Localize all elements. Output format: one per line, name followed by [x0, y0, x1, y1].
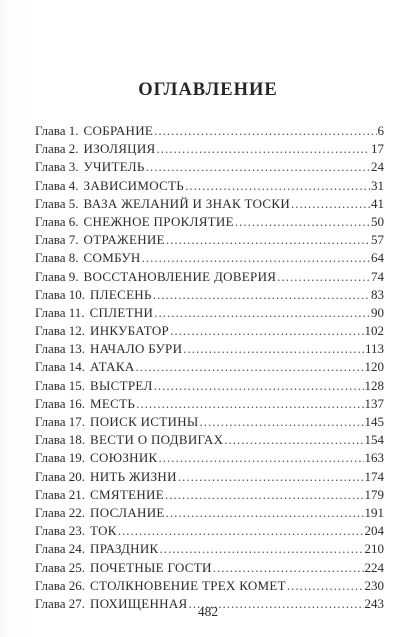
chapter-title: ПОСЛАНИЕ — [90, 504, 165, 520]
chapter-page-number: 179 — [364, 486, 384, 502]
chapter-title: ВАЗА ЖЕЛАНИЙ И ЗНАК ТОСКИ — [83, 195, 291, 211]
chapter-page-number: 90 — [371, 304, 384, 320]
chapter-page-number: 6 — [377, 123, 384, 138]
dot-leader — [154, 304, 370, 322]
dot-leader — [287, 577, 364, 595]
chapter-number: Глава 15. — [35, 377, 86, 393]
dot-leader — [277, 268, 370, 286]
chapter-title: ПОИСК ИСТИНЫ — [90, 414, 199, 429]
chapter-number: Глава 4. — [35, 177, 79, 193]
chapter-number: Глава 5. — [35, 195, 79, 211]
chapter-page-number: 137 — [364, 395, 384, 411]
dot-leader — [146, 158, 370, 176]
toc-entry — [35, 577, 384, 595]
toc-entry — [35, 486, 384, 504]
chapter-page-number: 224 — [364, 559, 384, 575]
chapter-page-number: 145 — [364, 414, 384, 429]
chapter-page-number: 120 — [364, 359, 384, 375]
toc-entry — [35, 340, 384, 358]
chapter-page-number: 31 — [371, 177, 384, 193]
chapter-number: Глава 3. — [35, 159, 79, 175]
chapter-page-number: 204 — [364, 523, 384, 539]
chapter-title: ЗАВИСИМОСТЬ — [83, 177, 185, 193]
chapter-title: МЕСТЬ — [90, 395, 136, 411]
chapter-title: ПОХИЩЕННАЯ — [90, 595, 188, 611]
chapter-number: Глава 13. — [35, 341, 86, 357]
toc-entry — [35, 413, 384, 431]
chapter-title: ВЫСТРЕЛ — [90, 377, 153, 393]
chapter-page-number: 41 — [371, 195, 384, 211]
chapter-title: АТАКА — [90, 359, 135, 375]
toc-entry — [35, 213, 384, 231]
dot-leader — [154, 122, 376, 140]
chapter-title: ОТРАЖЕНИЕ — [83, 232, 165, 248]
toc-entry — [35, 249, 384, 267]
chapter-title: СПЛЕТНИ — [89, 304, 154, 320]
toc-heading: ОГЛАВЛЕНИЕ — [138, 80, 278, 100]
chapter-page-number: 243 — [364, 595, 384, 611]
chapter-title: СМЯТЕНИЕ — [90, 486, 164, 502]
dot-leader — [157, 140, 370, 158]
chapter-number: Глава 8. — [35, 250, 79, 266]
dot-leader — [165, 486, 364, 504]
toc-entry — [35, 304, 384, 322]
chapter-number: Глава 17. — [35, 414, 86, 429]
chapter-title: ИНКУБАТОР — [90, 323, 170, 339]
chapter-number: Глава 16. — [35, 395, 86, 411]
toc-entry — [35, 559, 384, 577]
dot-leader — [213, 559, 364, 577]
toc-entry — [35, 377, 384, 395]
chapter-page-number: 83 — [371, 286, 384, 302]
chapter-title: ПЛЕСЕНЬ — [90, 286, 152, 302]
toc-entry — [35, 540, 384, 558]
chapter-page-number: 50 — [371, 213, 384, 229]
chapter-title: ВОССТАНОВЛЕНИЕ ДОВЕРИЯ — [83, 268, 277, 284]
dot-leader — [170, 322, 363, 340]
dot-leader — [142, 249, 370, 267]
toc-entry — [35, 522, 384, 540]
chapter-title: УЧИТЕЛЬ — [83, 159, 145, 175]
chapter-title: ПРАЗДНИК — [90, 541, 159, 557]
toc-entry — [35, 268, 384, 286]
chapter-title: ТОК — [90, 523, 117, 539]
dot-leader — [224, 431, 363, 449]
toc-entry — [35, 468, 384, 486]
chapter-number: Глава 11. — [35, 304, 85, 320]
toc-entry — [35, 195, 384, 213]
chapter-page-number: 128 — [364, 377, 384, 393]
chapter-title: СОЮЗНИК — [90, 450, 158, 466]
toc-entry — [35, 431, 384, 449]
chapter-title: ПОЧЕТНЫЕ ГОСТИ — [90, 559, 212, 575]
dot-leader — [178, 468, 364, 486]
toc-entry — [35, 158, 384, 176]
chapter-number: Глава 7. — [35, 232, 79, 248]
chapter-number: Глава 18. — [35, 432, 86, 448]
chapter-number: Глава 23. — [35, 523, 86, 539]
dot-leader — [185, 177, 370, 195]
chapter-page-number: 163 — [364, 450, 384, 466]
dot-leader — [183, 340, 364, 358]
chapter-title: СНЕЖНОЕ ПРОКЛЯТИЕ — [83, 213, 234, 229]
chapter-page-number: 113 — [364, 341, 384, 357]
chapter-number: Глава 14. — [35, 359, 86, 375]
chapter-title: СОМБУН — [83, 250, 141, 266]
chapter-page-number: 74 — [371, 268, 384, 284]
dot-leader — [291, 195, 370, 213]
chapter-number: Глава 2. — [35, 141, 79, 157]
chapter-title: СТОЛКНОВЕНИЕ ТРЕХ КОМЕТ — [90, 577, 286, 593]
chapter-page-number: 17 — [371, 141, 384, 157]
toc-entry — [35, 358, 384, 376]
dot-leader — [166, 504, 364, 522]
chapter-title: ИЗОЛЯЦИЯ — [83, 141, 156, 157]
toc-entry — [35, 322, 384, 340]
dot-leader — [235, 213, 370, 231]
chapter-number: Глава 24. — [35, 541, 86, 557]
chapter-page-number: 64 — [371, 250, 384, 266]
chapter-number: Глава 26. — [35, 577, 86, 593]
toc-entry — [35, 504, 384, 522]
chapter-page-number: 57 — [371, 232, 384, 248]
chapter-number: Глава 22. — [35, 504, 86, 520]
chapter-number: Глава 9. — [35, 268, 79, 284]
chapter-page-number: 191 — [364, 504, 384, 520]
toc-entry — [35, 177, 384, 195]
chapter-number: Глава 25. — [35, 559, 86, 575]
chapter-page-number: 230 — [364, 577, 384, 593]
chapter-page-number: 102 — [364, 323, 384, 339]
chapter-number: Глава 27. — [35, 595, 86, 611]
dot-leader — [154, 377, 364, 395]
toc-entry — [35, 140, 384, 158]
chapter-number: Глава 20. — [35, 468, 86, 484]
chapter-page-number: 174 — [364, 468, 384, 484]
toc-entry — [35, 449, 384, 467]
dot-leader — [136, 395, 363, 413]
chapter-title: НИТЬ ЖИЗНИ — [90, 468, 177, 484]
dot-leader — [153, 286, 370, 304]
chapter-number: Глава 1. — [35, 123, 79, 138]
chapter-number: Глава 10. — [35, 286, 86, 302]
chapter-page-number: 24 — [371, 159, 384, 175]
chapter-number: Глава 21. — [35, 486, 86, 502]
dot-leader — [160, 540, 364, 558]
chapter-title: ВЕСТИ О ПОДВИГАХ — [90, 432, 224, 448]
toc-entry — [35, 395, 384, 413]
chapter-page-number: 210 — [364, 541, 384, 557]
chapter-number: Глава 12. — [35, 323, 86, 339]
page-number: 482 — [197, 604, 219, 619]
chapter-page-number: 154 — [364, 432, 384, 448]
chapter-number: Глава 19. — [35, 450, 86, 466]
chapter-title: СОБРАНИЕ — [83, 123, 154, 138]
toc-entry — [35, 122, 384, 140]
chapter-title: НАЧАЛО БУРИ — [90, 341, 183, 357]
toc-entry — [35, 286, 384, 304]
table-of-contents — [35, 122, 384, 613]
dot-leader — [136, 358, 364, 376]
toc-entry — [35, 231, 384, 249]
dot-leader — [159, 449, 364, 467]
chapter-number: Глава 6. — [35, 213, 79, 229]
dot-leader — [118, 522, 364, 540]
dot-leader — [200, 413, 364, 431]
dot-leader — [166, 231, 370, 249]
